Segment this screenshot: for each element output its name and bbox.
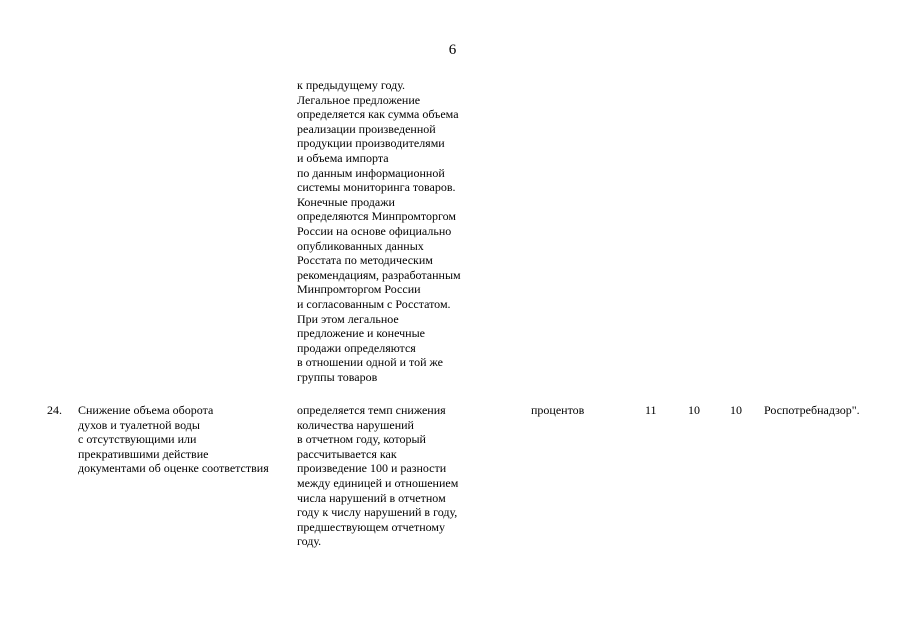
text-line: Легальное предложение	[297, 92, 421, 107]
continued-method-text	[297, 78, 461, 384]
text-line: Снижение объема оборота	[78, 403, 214, 417]
text-line: году.	[297, 534, 322, 549]
text-line: России на основе официально	[297, 223, 452, 238]
value-1: 11	[645, 403, 657, 417]
unit-of-measure: процентов	[531, 403, 585, 417]
text-line: Минпромторгом России	[297, 282, 421, 297]
text-line: Конечные продажи	[297, 194, 395, 209]
text-line: группы товаров	[297, 369, 378, 384]
text-line: предложение и конечные	[297, 326, 425, 341]
text-line: духов и туалетной воды	[78, 417, 200, 432]
text-line: и согласованным с Росстатом.	[297, 296, 451, 311]
text-line: определяется как сумма объема	[297, 107, 459, 122]
text-line: При этом легальное	[297, 311, 399, 326]
calculation-method	[297, 403, 458, 549]
text-line: и объема импорта	[297, 150, 389, 165]
text-line: году к числу нарушений в году,	[297, 505, 458, 520]
text-line: в отношении одной и той же	[297, 355, 443, 370]
responsible-organization: Роспотребнадзор".	[764, 403, 860, 417]
text-line: прекратившими действие	[78, 446, 209, 461]
text-line: количества нарушений	[297, 417, 414, 432]
text-line: по данным информационной	[297, 165, 445, 180]
text-line: рекомендациям, разработанным	[297, 267, 461, 282]
indicator-name	[78, 403, 269, 476]
page-number: 6	[448, 42, 457, 58]
text-line: числа нарушений в отчетном	[297, 490, 446, 505]
text-line: Росстата по методическим	[297, 253, 433, 268]
text-line: документами об оценке соответствия	[78, 461, 269, 476]
text-line: определяются Минпромторгом	[297, 209, 456, 224]
text-line: с отсутствующими или	[78, 432, 197, 447]
text-line: системы мониторинга товаров.	[297, 180, 456, 195]
text-line: произведение 100 и разности	[297, 461, 447, 476]
text-line: между единицей и отношением	[297, 475, 459, 490]
text-line: реализации произведенной	[297, 121, 436, 136]
text-line: продукции производителями	[297, 136, 445, 151]
row-number: 24.	[47, 403, 62, 417]
text-line: продажи определяются	[297, 340, 416, 355]
value-2: 10	[688, 403, 700, 417]
text-line: опубликованных данных	[297, 238, 424, 253]
text-line: рассчитывается как	[297, 446, 397, 461]
value-3: 10	[730, 403, 742, 417]
text-line: к предыдущему году.	[297, 78, 406, 92]
text-line: определяется темп снижения	[297, 403, 446, 417]
text-line: предшествующем отчетному	[297, 519, 445, 534]
text-line: в отчетном году, который	[297, 432, 426, 447]
